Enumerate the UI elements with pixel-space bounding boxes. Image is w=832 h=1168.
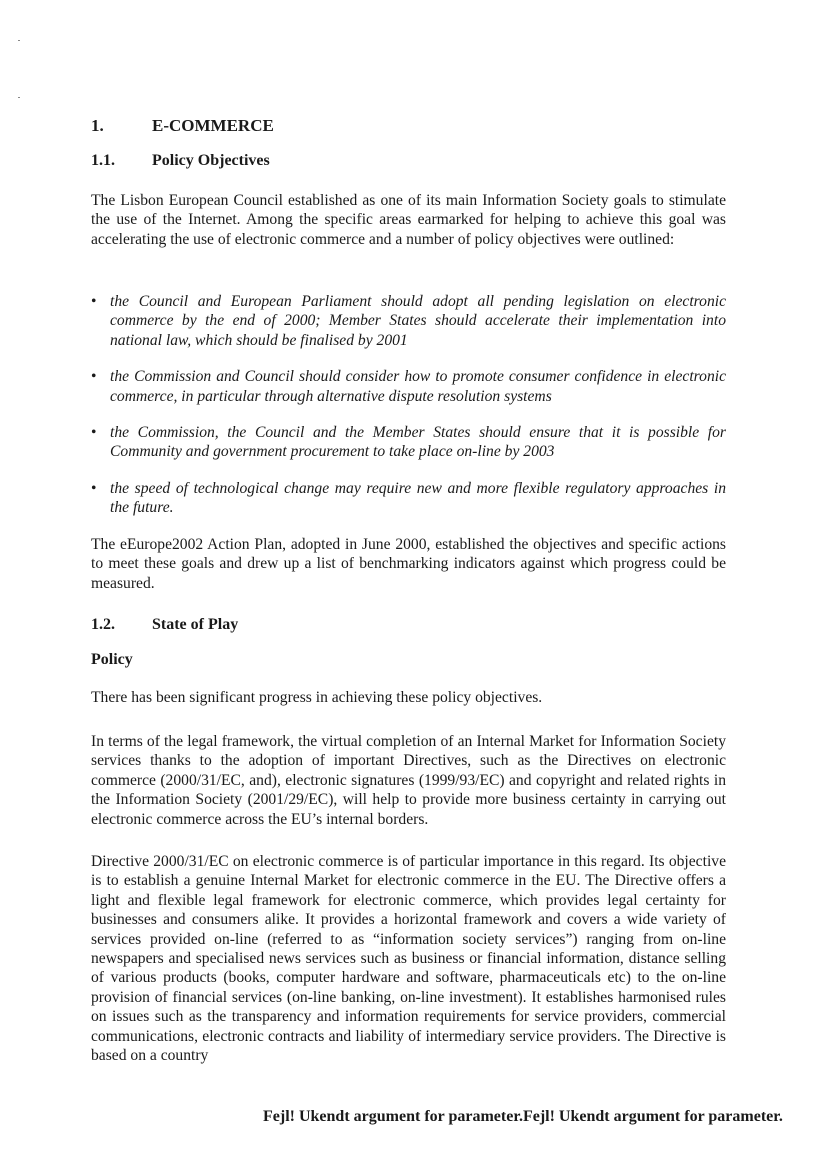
list-item-text: the Commission and Council should consider how to promote consumer confidence in electronic commerce, in particular through alternative dispute resolution systems — [110, 368, 726, 405]
subsection-title: State of Play — [152, 616, 239, 633]
bullet-icon: • — [91, 424, 97, 442]
list-item — [91, 423, 726, 462]
list-item — [91, 479, 726, 518]
subsection-title: Policy Objectives — [152, 152, 270, 169]
page-footer: Fejl! Ukendt argument for parameter.Fejl! Ukendt argument for parameter. — [263, 1108, 783, 1125]
policy-objectives-list — [91, 292, 726, 535]
bullet-icon: • — [91, 479, 97, 497]
scan-speck — [18, 40, 20, 41]
directive-paragraph: Directive 2000/31/EC on electronic commerce is of particular importance in this regard. Its objective is to establish a genuine Internal Market for electronic commerce in the EU. The Directive offers a light and flexible legal framework for electronic commerce, which provides legal certainty for businesses and consumers alike. It provides a horizontal framework and covers a wide variety of services provided on-line (referred to as “information society services”) ranging from on-line newspapers and specialised news services such as business or financial information, distance selling of various products (books, computer hardware and software, pharmaceuticals etc) to the on-line provision of financial services (on-line banking, on-line investment). It establishes harmonised rules on issues such as the transparency and information requirements for service providers, commercial communications, electronic contracts and liability of intermediary service providers. The Directive is based on a country — [91, 853, 726, 1065]
scan-speck — [18, 97, 20, 98]
section-title: E-COMMERCE — [152, 116, 274, 135]
subsection-heading-state-of-play — [91, 616, 238, 634]
legal-framework-paragraph: In terms of the legal framework, the virtual completion of an Internal Market for Information Society services thanks to the adoption of important Directives, such as the Directives on electronic commerce (2000/31/EC, and), electronic signatures (1999/93/EC) and copyright and related rights in the Information Society (2001/29/EC), will help to provide more business certainty in carrying out electronic commerce across the EU’s internal borders. — [91, 733, 726, 828]
progress-paragraph: There has been significant progress in achieving these policy objectives. — [91, 689, 543, 706]
list-item-text: the Commission, the Council and the Member States should ensure that it is possible for Community and government procurement to take place on-line by 2003 — [110, 424, 726, 461]
policy-subheading: Policy — [91, 651, 133, 668]
bullet-icon: • — [91, 293, 97, 310]
subsection-number: 1.2. — [91, 616, 115, 633]
list-item-text: the Council and European Parliament should adopt all pending legislation on electronic commerce by the end of 2000; Member States should accelerate their implementation into national law, which should be finalised by 2001 — [110, 293, 726, 349]
action-plan-paragraph: The eEurope2002 Action Plan, adopted in June 2000, established the objectives and specific actions to meet these goals and drew up a list of benchmarking indicators against which progress could be measured. — [91, 536, 726, 592]
subsection-number: 1.1. — [91, 152, 115, 169]
list-item — [91, 292, 726, 350]
section-number: 1. — [91, 116, 104, 135]
bullet-icon: • — [91, 368, 97, 386]
subsection-heading-policy-objectives — [91, 152, 270, 170]
list-item-text: the speed of technological change may require new and more flexible regulatory approaches in the future. — [110, 479, 726, 517]
intro-paragraph: The Lisbon European Council established as one of its main Information Society goals to stimulate the use of the Internet. Among the specific areas earmarked for helping to achieve this goal was accelerating the use of electronic commerce and a number of policy objectives were outlined: — [91, 192, 726, 248]
list-item — [91, 367, 726, 406]
section-heading — [91, 116, 274, 136]
